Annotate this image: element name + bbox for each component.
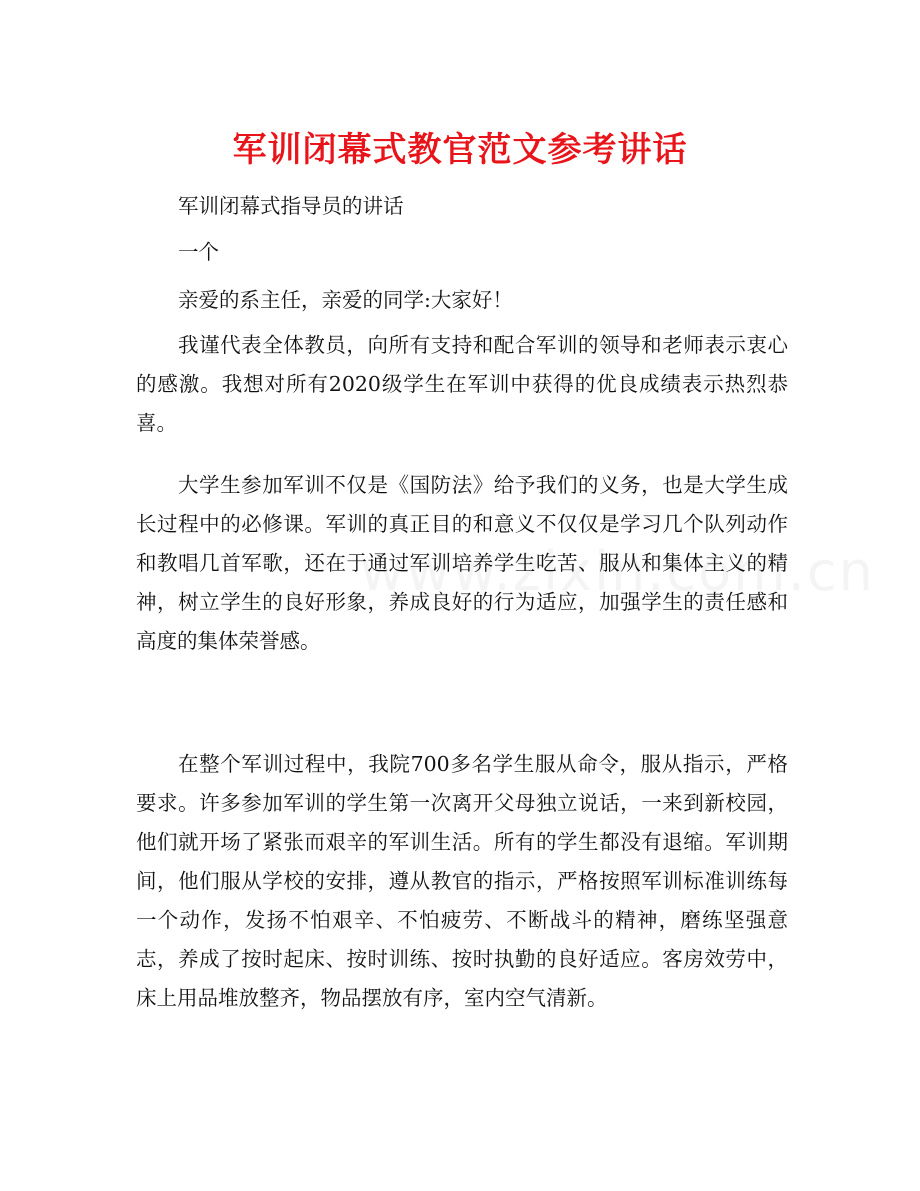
body-paragraph-2: 大学生参加军训不仅是《国防法》给予我们的义务，也是大学生成长过程中的必修课。军训的真正目的和意义不仅仅是学习几个队列动作和教唱几首军歌，还在于通过军训培养学生吃苦、服从和集体主义的精神，树立学生的良好形象，养成良好的行为适应，加强学生的责任感和高度的集体荣誉感。 [136,473,788,653]
body-paragraph-3: 在整个军训过程中，我院700多名学生服从命令，服从指示，严格要求。许多参加军训的学生第一次离开父母独立说话，一来到新校园，他们就开场了紧张而艰辛的军训生活。所有的学生都没有退缩。军训期间，他们服从学校的安排，遵从教官的指示，严格按照军训标准训练每一个动作，发扬不怕艰辛、不怕疲劳、不断战斗的精神，磨练坚强意志，养成了按时起床、按时训练、按时执勤的良好适应。客房效劳中，床上用品堆放整齐，物品摆放有序，室内空气清新。 [136,752,788,1010]
section-number: 一个 [178,240,219,264]
document-title: 军训闭幕式教官范文参考讲话 [232,130,688,170]
greeting-line: 亲爱的系主任，亲爱的同学:大家好！ [178,288,513,312]
body-paragraph-1: 我谨代表全体教员，向所有支持和配合军训的领导和老师表示衷心的感激。我想对所有2020级学生在军训中获得的优良成绩表示热烈恭喜。 [136,333,788,435]
document-subtitle: 军训闭幕式指导员的讲话 [178,194,404,218]
